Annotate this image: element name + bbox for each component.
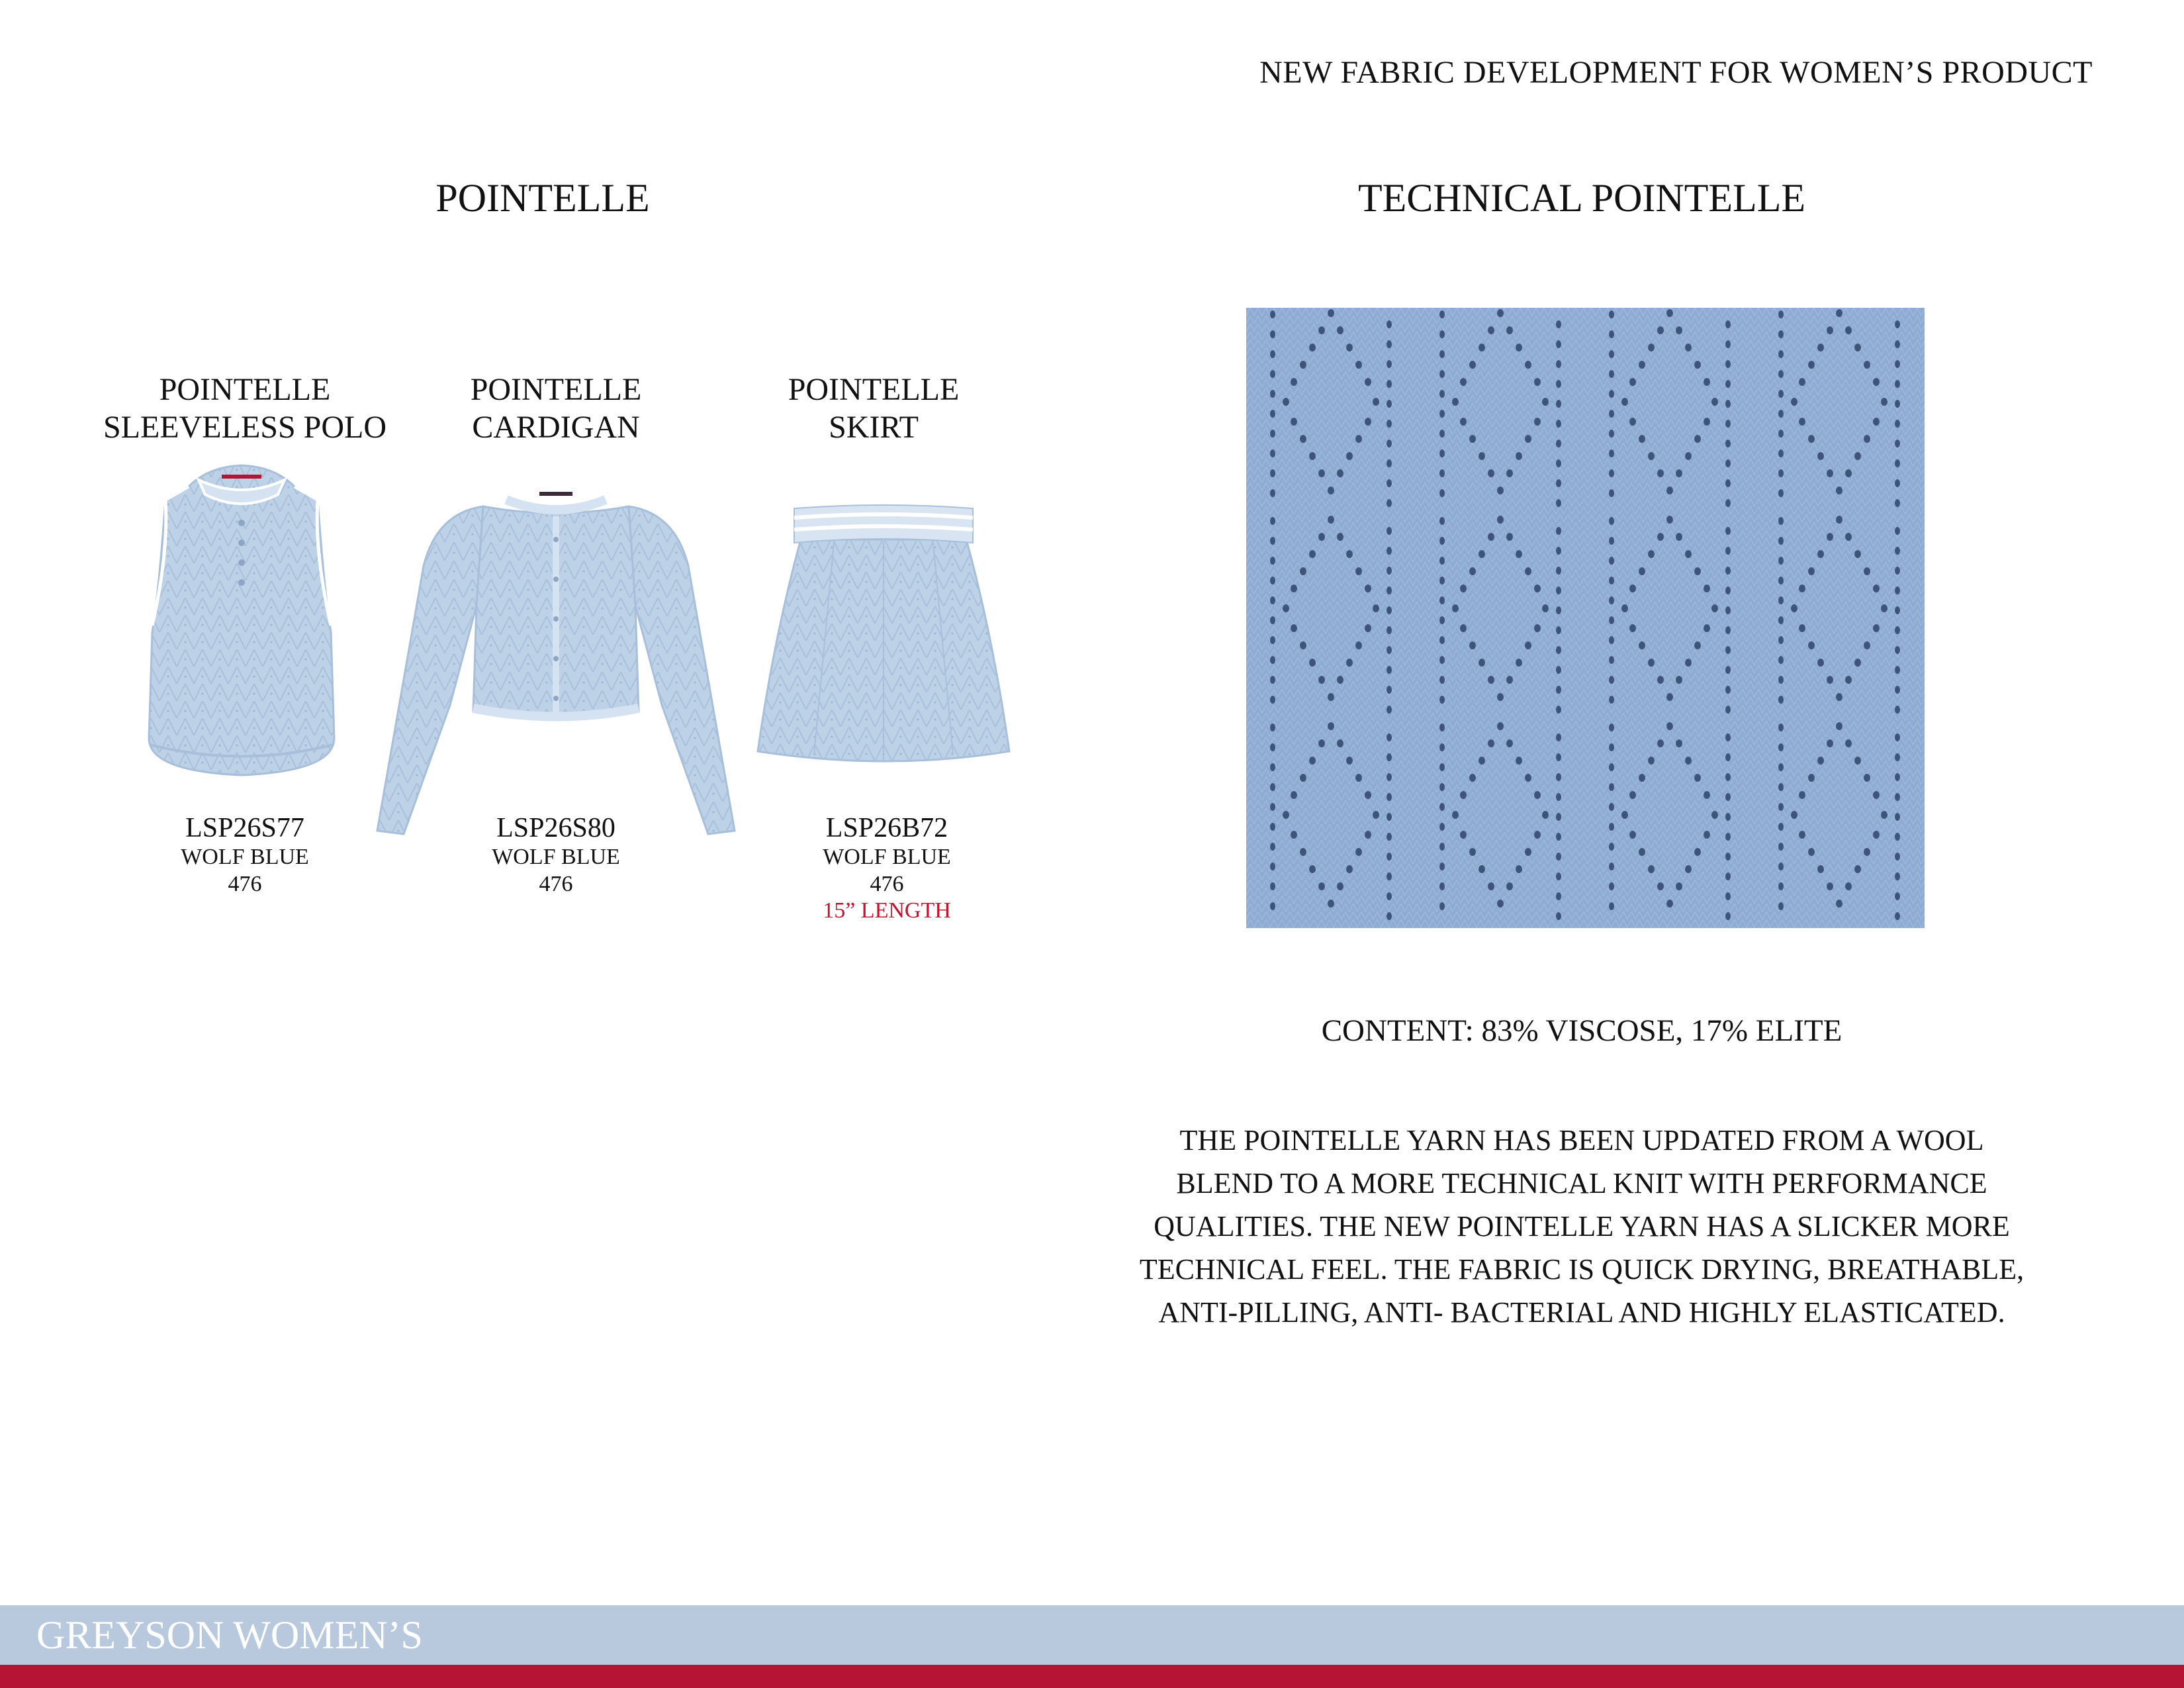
- garment-info-polo: [126, 813, 364, 898]
- cardigan-image: [371, 487, 741, 844]
- footer-brand: GREYSON WOMEN’S: [36, 1613, 423, 1657]
- style-code: LSP26S80: [496, 813, 615, 843]
- garment-info-skirt: [768, 813, 1006, 924]
- color-code: 476: [228, 872, 262, 896]
- garment-info-cardigan: [437, 813, 675, 898]
- length-note: 15” LENGTH: [823, 898, 951, 923]
- garment-label-line1: POINTELLE: [159, 372, 331, 407]
- description-line: TECHNICAL FEEL. THE FABRIC IS QUICK DRYING, BREATHABLE,: [1139, 1253, 2025, 1286]
- description-line: THE POINTELLE YARN HAS BEEN UPDATED FROM A WOOL: [1179, 1124, 1984, 1156]
- sleeveless-polo-image: [142, 460, 341, 784]
- fabric-description: [1085, 1119, 2078, 1334]
- description-line: QUALITIES. THE NEW POINTELLE YARN HAS A SLICKER MORE: [1154, 1210, 2010, 1243]
- color-code: 476: [870, 872, 904, 896]
- description-line: ANTI-PILLING, ANTI- BACTERIAL AND HIGHLY ELASTICATED.: [1158, 1296, 2005, 1329]
- style-code: LSP26B72: [825, 813, 948, 843]
- style-code: LSP26S77: [185, 813, 304, 843]
- section-title-pointelle: POINTELLE: [435, 176, 650, 220]
- garment-label-cardigan: [410, 371, 702, 446]
- garment-label-line1: POINTELLE: [470, 372, 642, 407]
- color-name: WOLF BLUE: [492, 845, 620, 869]
- garment-label-polo: [86, 371, 404, 446]
- garment-label-skirt: [728, 371, 1019, 446]
- skirt-image: [754, 503, 1013, 768]
- garment-label-line2: SKIRT: [829, 410, 919, 445]
- garment-label-line1: POINTELLE: [788, 372, 960, 407]
- footer-accent-stripe: [0, 1665, 2184, 1688]
- page-header-title: NEW FABRIC DEVELOPMENT FOR WOMEN’S PRODUCT: [1259, 55, 2093, 90]
- garment-label-line2: CARDIGAN: [472, 410, 640, 445]
- garment-label-line2: SLEEVELESS POLO: [103, 410, 387, 445]
- section-title-technical-pointelle: TECHNICAL POINTELLE: [1358, 176, 1805, 220]
- fabric-content: CONTENT: 83% VISCOSE, 17% ELITE: [1321, 1013, 1843, 1048]
- color-name: WOLF BLUE: [181, 845, 309, 869]
- knit-swatch-icon: [1246, 308, 1925, 928]
- description-line: BLEND TO A MORE TECHNICAL KNIT WITH PERFORMANCE: [1176, 1167, 1987, 1199]
- color-name: WOLF BLUE: [823, 845, 951, 869]
- color-code: 476: [539, 872, 573, 896]
